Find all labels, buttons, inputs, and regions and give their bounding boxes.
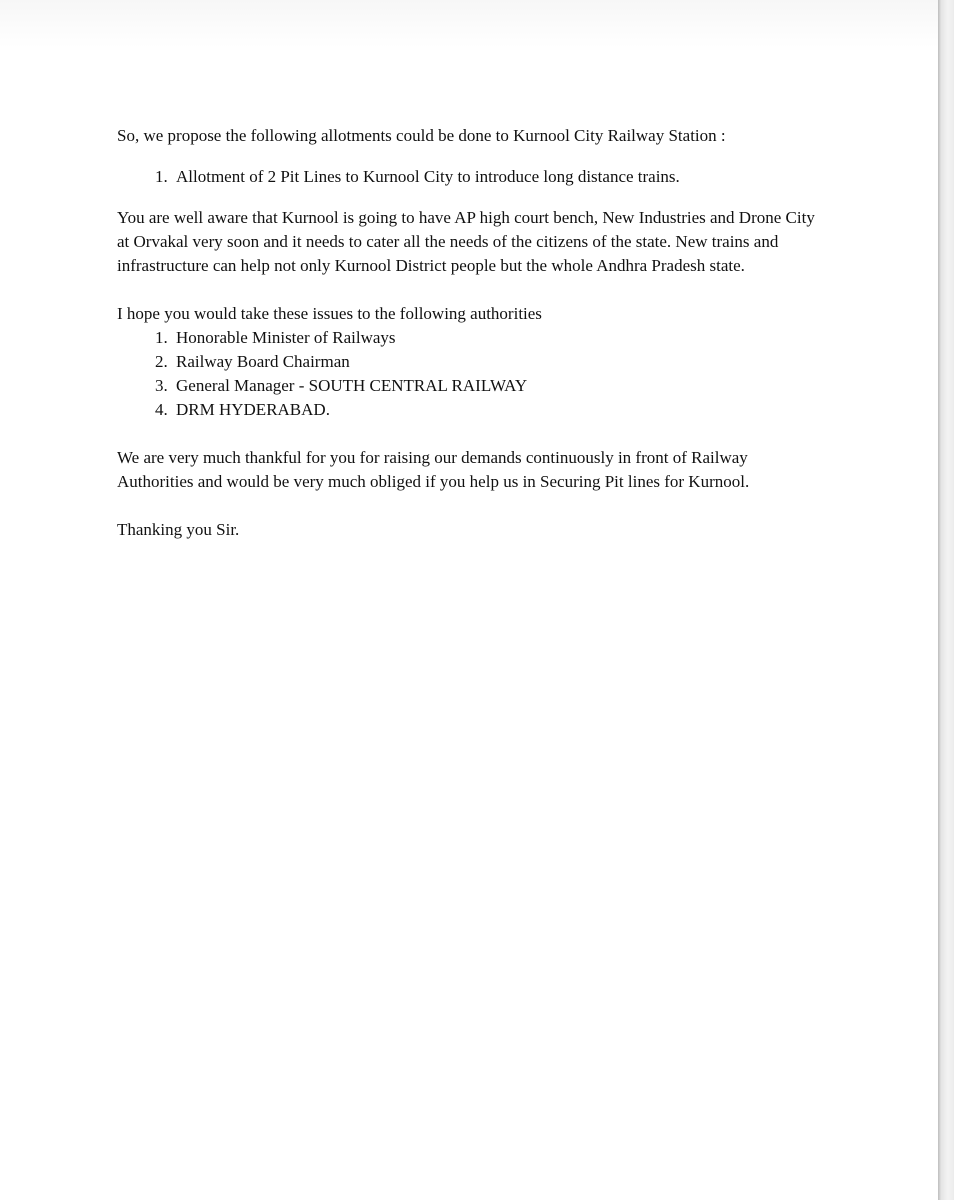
allotment-item: 1. Allotment of 2 Pit Lines to Kurnool City to introduce long distance trains. — [172, 165, 817, 189]
spacer — [117, 278, 817, 302]
page-right-edge — [938, 0, 954, 1200]
spacer — [117, 494, 817, 518]
allotments-list — [117, 165, 817, 189]
letter-body — [117, 124, 817, 542]
page-top-shade — [0, 0, 940, 48]
closing-line: Thanking you Sir. — [117, 520, 240, 539]
authority-item: 4. DRM HYDERABAD. — [172, 398, 817, 422]
context-paragraph: You are well aware that Kurnool is going to have AP high court bench, New Industries and Drone City at Orvakal very soon and it needs to cater all the needs of the citizens of the state. New trains and infrastructure can help not only Kurnool District people but the whole Andhra Pradesh state. — [117, 208, 815, 275]
authorities-intro: I hope you would take these issues to the following authorities — [117, 304, 542, 323]
intro-paragraph: So, we propose the following allotments could be done to Kurnool City Railway Station : — [117, 126, 726, 145]
authority-item: 1. Honorable Minister of Railways — [172, 326, 817, 350]
authorities-list — [117, 326, 817, 422]
authority-item: 3. General Manager - SOUTH CENTRAL RAILWAY — [172, 374, 817, 398]
thanks-paragraph: We are very much thankful for you for raising our demands continuously in front of Railway Authorities and would be very much obliged if you help us in Securing Pit lines for Kurnool. — [117, 448, 750, 491]
authority-item: 2. Railway Board Chairman — [172, 350, 817, 374]
spacer — [117, 422, 817, 446]
